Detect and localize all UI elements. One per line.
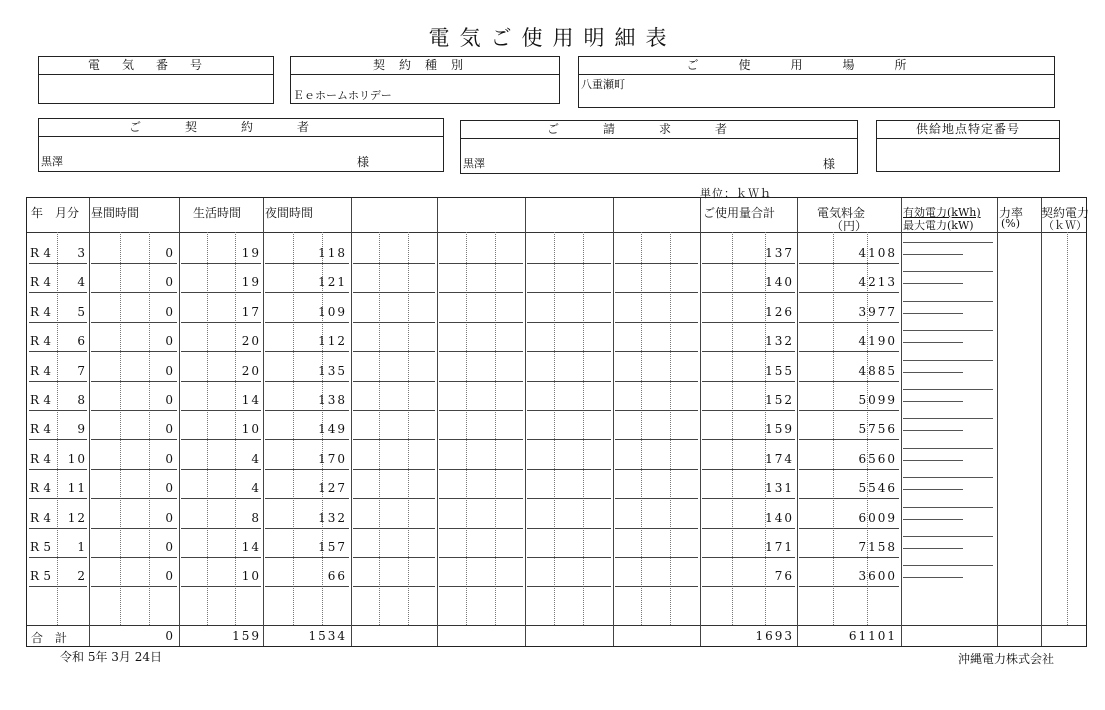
- row-era: R: [30, 540, 40, 554]
- row-usage-total: 131: [765, 481, 794, 496]
- row-living: 10: [241, 569, 261, 584]
- table-row: [27, 414, 1086, 443]
- meter-number-box: [38, 56, 274, 104]
- row-daytime: 0: [165, 363, 175, 378]
- billing-suffix: 様: [822, 157, 835, 171]
- row-living: 4: [251, 451, 261, 466]
- location-box: [578, 56, 1055, 108]
- meter-number-label: 電気番号: [39, 57, 273, 75]
- row-month: 2: [77, 569, 87, 584]
- location-label: ご使用場所: [579, 57, 1054, 75]
- row-year: 4: [43, 451, 53, 466]
- table-row: [27, 561, 1086, 590]
- row-night: 135: [318, 363, 347, 378]
- header-power-factor-unit: (%): [1001, 217, 1021, 230]
- header-year-month: 年 月分: [31, 206, 80, 220]
- row-daytime: 0: [165, 481, 175, 496]
- row-year: 5: [43, 569, 53, 584]
- row-night: 118: [318, 246, 347, 260]
- row-usage-total: 126: [765, 304, 794, 319]
- table-row: [27, 356, 1086, 385]
- row-month: 7: [77, 363, 87, 378]
- row-night: 149: [318, 422, 347, 437]
- row-daytime: 0: [165, 422, 175, 437]
- row-fee: 7158: [858, 540, 897, 554]
- row-daytime: 0: [165, 393, 175, 407]
- header-max-power: 最大電力(kW): [903, 219, 974, 232]
- row-living: 17: [241, 304, 261, 319]
- row-living: 10: [241, 422, 261, 437]
- billing-box: [460, 120, 858, 174]
- row-era: R: [30, 481, 40, 496]
- row-living: 20: [241, 363, 261, 378]
- row-fee: 4190: [858, 334, 897, 349]
- row-usage-total: 155: [765, 363, 794, 378]
- row-era: R: [30, 275, 40, 290]
- row-era: R: [30, 363, 40, 378]
- row-usage-total: 174: [765, 451, 794, 466]
- row-era: R: [30, 246, 40, 260]
- row-usage-total: 132: [765, 334, 794, 349]
- row-era: R: [30, 393, 40, 407]
- row-night: 138: [318, 393, 347, 407]
- table-row: [27, 297, 1086, 326]
- row-year: 4: [43, 510, 53, 525]
- row-era: R: [30, 510, 40, 525]
- location-value: 八重瀬町: [581, 78, 625, 91]
- billing-label: ご請求者: [461, 121, 857, 139]
- contractor-box: [38, 118, 444, 172]
- row-fee: 5546: [858, 481, 897, 496]
- company-name: 沖縄電力株式会社: [958, 652, 1055, 666]
- row-month: 11: [67, 481, 87, 496]
- totals-usage: 1693: [755, 629, 794, 643]
- row-month: 3: [77, 246, 87, 260]
- row-fee: 4213: [858, 275, 897, 290]
- row-usage-total: 140: [765, 510, 794, 525]
- row-night: 170: [318, 451, 347, 466]
- supply-point-label: 供給地点特定番号: [877, 121, 1059, 139]
- row-fee: 4108: [858, 246, 897, 260]
- row-living: 4: [251, 481, 261, 496]
- row-night: 109: [318, 304, 347, 319]
- row-daytime: 0: [165, 510, 175, 525]
- row-daytime: 0: [165, 246, 175, 260]
- row-living: 20: [241, 334, 261, 349]
- header-fee: 電気料金: [817, 206, 866, 220]
- table-row: [27, 503, 1086, 532]
- row-daytime: 0: [165, 569, 175, 584]
- row-month: 1: [77, 540, 87, 554]
- row-fee: 5756: [858, 422, 897, 437]
- row-usage-total: 137: [765, 246, 794, 260]
- issue-date: 令和 5年 3月 24日: [60, 650, 162, 664]
- row-year: 4: [43, 304, 53, 319]
- row-fee: 6009: [858, 510, 897, 525]
- row-year: 4: [43, 422, 53, 437]
- row-living: 14: [241, 393, 261, 407]
- contract-type-value: Ｅｅホームホリデー: [293, 89, 392, 102]
- row-year: 4: [43, 393, 53, 407]
- row-night: 132: [318, 510, 347, 525]
- table-row: [27, 385, 1086, 414]
- contractor-label: ご契約者: [39, 119, 443, 137]
- row-year: 4: [43, 363, 53, 378]
- contractor-suffix: 様: [356, 155, 369, 169]
- row-fee: 3600: [858, 569, 897, 584]
- row-year: 4: [43, 334, 53, 349]
- page-title: 電気ご使用明細表: [428, 26, 677, 50]
- row-usage-total: 159: [765, 422, 794, 437]
- row-month: 10: [67, 451, 87, 466]
- row-month: 4: [77, 275, 87, 290]
- row-daytime: 0: [165, 540, 175, 554]
- row-fee: 5099: [858, 393, 897, 407]
- row-era: R: [30, 569, 40, 584]
- row-usage-total: 171: [765, 540, 794, 554]
- row-daytime: 0: [165, 275, 175, 290]
- row-living: 19: [241, 246, 261, 260]
- usage-table: [26, 197, 1090, 647]
- row-year: 4: [43, 275, 53, 290]
- totals-night: 1534: [308, 629, 347, 643]
- row-era: R: [30, 334, 40, 349]
- totals-daytime: 0: [165, 629, 175, 643]
- row-night: 127: [318, 481, 347, 496]
- row-era: R: [30, 422, 40, 437]
- row-living: 14: [241, 540, 261, 554]
- contract-type-box: [290, 56, 560, 104]
- billing-value: 黒澤: [463, 157, 485, 170]
- header-living: 生活時間: [193, 206, 242, 220]
- row-month: 8: [77, 393, 87, 407]
- row-night: 112: [318, 334, 347, 349]
- row-usage-total: 152: [765, 393, 794, 407]
- row-night: 121: [318, 275, 347, 290]
- row-fee: 6560: [858, 451, 897, 466]
- totals-living: 159: [232, 629, 261, 643]
- header-contract-power: 契約電力: [1041, 206, 1090, 220]
- contract-type-label: 契約種別: [291, 57, 559, 75]
- totals-label: 合 計: [31, 631, 68, 645]
- row-year: 4: [43, 481, 53, 496]
- header-active-power: 有効電力(kWh): [903, 206, 981, 219]
- row-month: 9: [77, 422, 87, 437]
- totals-fee: 61101: [848, 629, 897, 643]
- row-fee: 3977: [858, 304, 897, 319]
- header-total: ご使用量合計: [703, 206, 776, 220]
- row-fee: 4885: [858, 363, 897, 378]
- row-daytime: 0: [165, 334, 175, 349]
- header-power-factor: 力率: [999, 206, 1024, 220]
- supply-point-box: [876, 120, 1060, 172]
- table-row: [27, 267, 1086, 296]
- header-fee-unit: （円）: [831, 219, 868, 233]
- row-month: 12: [67, 510, 87, 525]
- header-daytime: 昼間時間: [91, 206, 140, 220]
- row-living: 8: [251, 510, 261, 525]
- row-daytime: 0: [165, 304, 175, 319]
- row-year: 5: [43, 540, 53, 554]
- contractor-value: 黒澤: [41, 155, 63, 168]
- row-night: 157: [318, 540, 347, 554]
- row-month: 5: [77, 304, 87, 319]
- row-living: 19: [241, 275, 261, 290]
- header-night: 夜間時間: [265, 206, 314, 220]
- table-row: [27, 532, 1086, 561]
- row-year: 4: [43, 246, 53, 260]
- table-row: [27, 238, 1086, 267]
- unit-label: 単位：ｋＷｈ: [700, 187, 772, 200]
- row-era: R: [30, 304, 40, 319]
- row-night: 66: [327, 569, 347, 584]
- row-usage-total: 140: [765, 275, 794, 290]
- row-era: R: [30, 451, 40, 466]
- row-month: 6: [77, 334, 87, 349]
- header-contract-power-unit: （ｋＷ）: [1043, 219, 1087, 232]
- row-usage-total: 76: [774, 569, 794, 584]
- table-row: [27, 326, 1086, 355]
- row-daytime: 0: [165, 451, 175, 466]
- table-row: [27, 444, 1086, 473]
- table-row: [27, 473, 1086, 502]
